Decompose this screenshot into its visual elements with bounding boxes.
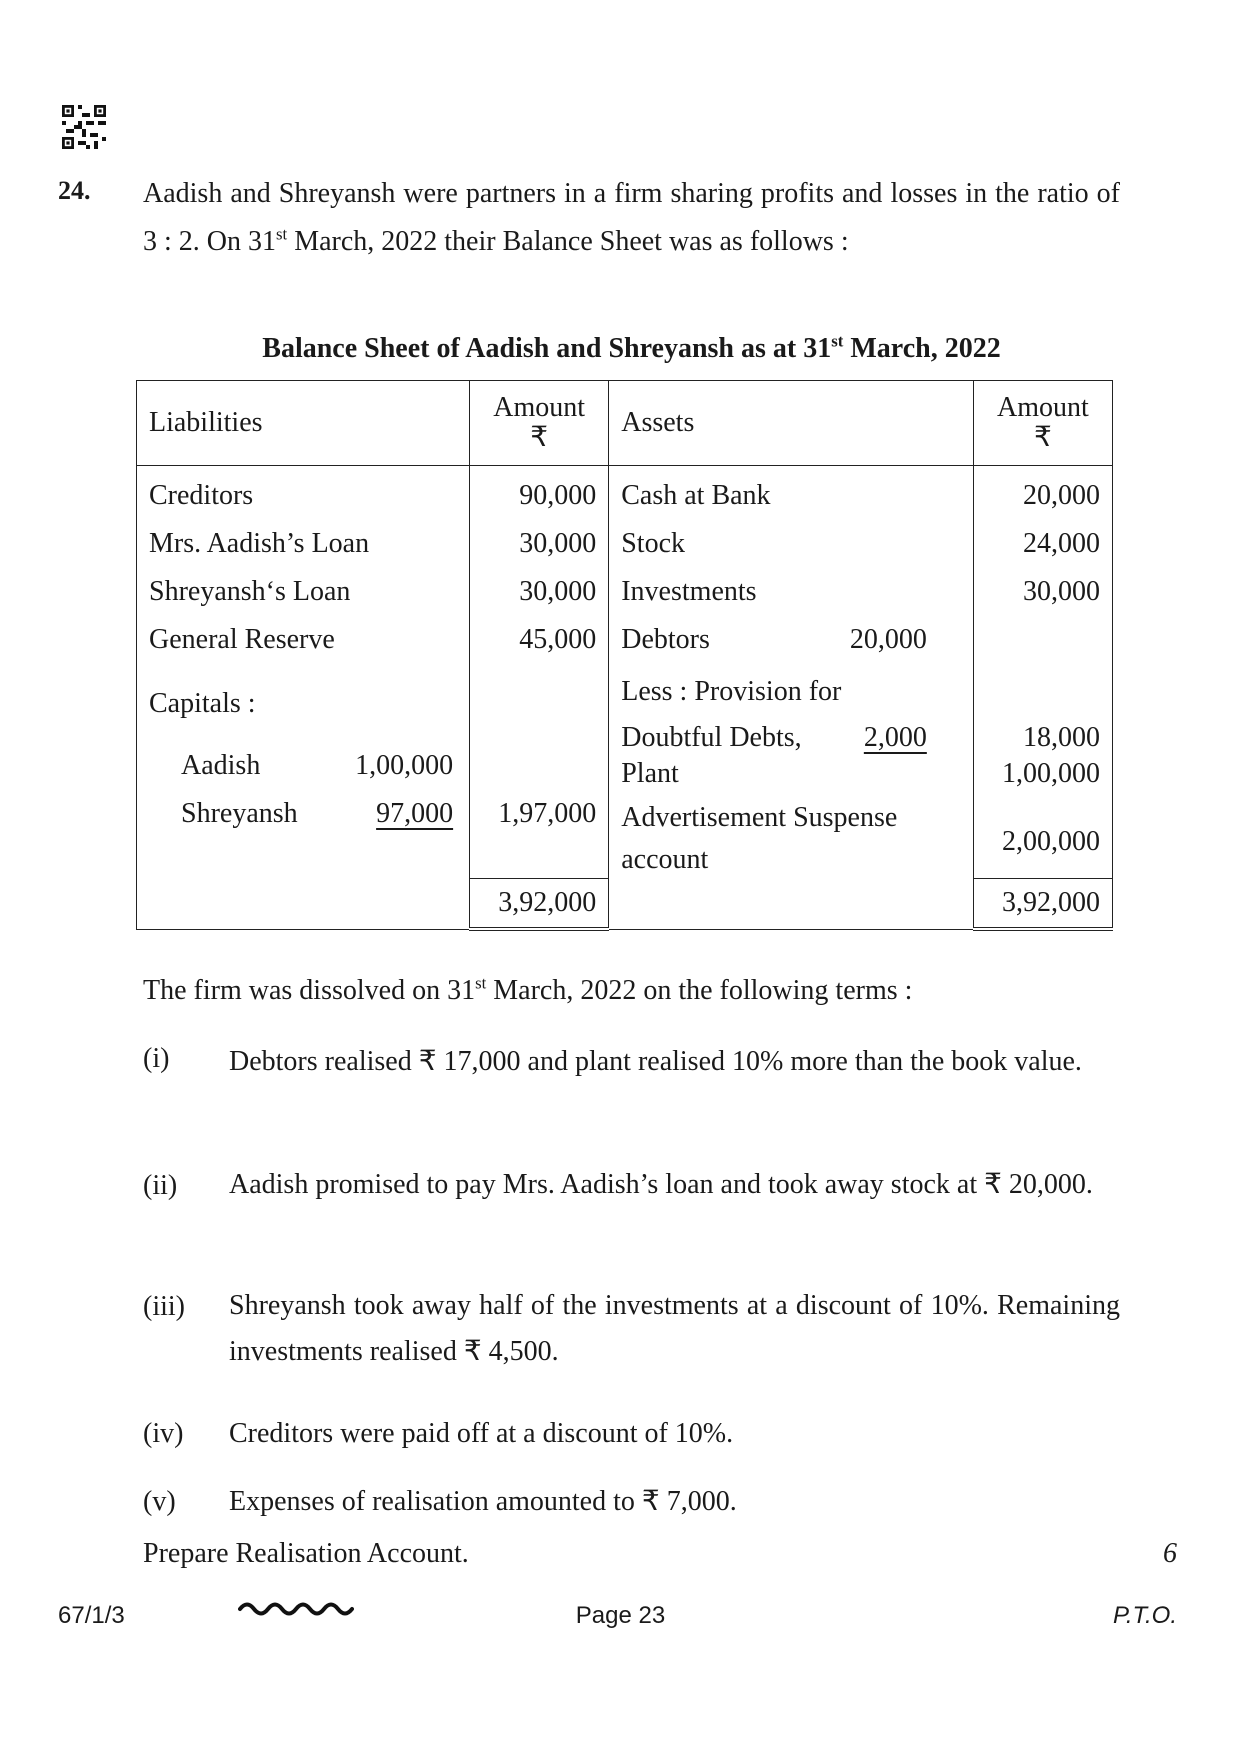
doubtful-debts-row: Doubtful Debts, 2,000 (621, 722, 927, 753)
page-number: Page 23 (575, 1602, 666, 1629)
qr-code (62, 105, 106, 149)
capital-aadish-row: Aadish 1,00,000 (181, 750, 454, 781)
total-assets: 3,92,000 (973, 879, 1112, 930)
liability-amount: 30,000 (519, 528, 597, 559)
less-provision-label: Less : Provision for (621, 676, 842, 707)
liability-label: Creditors (149, 480, 254, 511)
advertisement-label-1: Advertisement Suspense (621, 802, 898, 833)
liabilities-amount-cell (470, 466, 609, 879)
liability-amount: 90,000 (519, 480, 597, 511)
plant-label: Plant (621, 758, 679, 789)
instruction: Prepare Realisation Account. (143, 1538, 469, 1569)
term-text: Expenses of realisation amounted to ₹ 7,000. (229, 1486, 737, 1517)
marks: 6 (1163, 1538, 1177, 1569)
capitals-label: Capitals : (149, 688, 256, 719)
term-item (143, 1478, 1120, 1526)
term-label: (i) (143, 1043, 170, 1074)
liability-amount: 30,000 (519, 576, 597, 607)
term-item (143, 1283, 1120, 1375)
asset-label: Investments (621, 576, 757, 607)
pto-label: P.T.O. (1112, 1602, 1177, 1629)
capitals-total: 1,97,000 (498, 798, 597, 829)
advertisement-label-2: account (621, 844, 709, 875)
term-item (143, 1035, 1120, 1089)
assets-amount-cell (973, 466, 1112, 879)
advertisement-amount: 2,00,000 (1002, 826, 1100, 857)
liability-label: General Reserve (149, 624, 335, 655)
term-item (143, 1410, 1120, 1458)
header-liabilities: Liabilities (137, 381, 470, 466)
term-text: Creditors were paid off at a discount of 10%. (229, 1418, 734, 1449)
term-label: (iv) (143, 1418, 184, 1449)
asset-label: Cash at Bank (621, 480, 771, 511)
liabilities-cell (137, 466, 470, 879)
header-amount-assets: Amount ₹ (973, 381, 1112, 466)
liability-amount: 45,000 (519, 624, 597, 655)
term-item (143, 1162, 1120, 1210)
term-label: (iii) (143, 1291, 185, 1322)
question-number: 24. (58, 176, 91, 205)
term-text: Debtors realised ₹ 17,000 and plant realised 10% more than the book value. (229, 1046, 1082, 1077)
balance-sheet-title: Balance Sheet of Aadish and Shreyansh as at 31st March, 2022 (262, 331, 1001, 364)
balance-sheet-table (136, 380, 1113, 931)
debtors-row: Debtors 20,000 (621, 624, 927, 655)
capital-shreyansh-row: Shreyansh 97,000 (181, 798, 454, 829)
term-label: (v) (143, 1486, 176, 1517)
term-label: (ii) (143, 1170, 178, 1201)
asset-amount: 30,000 (1023, 576, 1100, 607)
asset-amount: 20,000 (1023, 480, 1100, 511)
assets-cell (609, 466, 974, 879)
asset-label: Stock (621, 528, 686, 559)
total-liabilities: 3,92,000 (470, 879, 609, 930)
plant-amount: 1,00,000 (1002, 758, 1100, 789)
terms-intro: The firm was dissolved on 31st March, 2022 on the following terms : (143, 973, 913, 1006)
liability-label: Mrs. Aadish’s Loan (149, 528, 370, 559)
header-amount-liabilities: Amount ₹ (470, 381, 609, 466)
liability-label: Shreyansh‘s Loan (149, 576, 351, 607)
header-assets: Assets (609, 381, 974, 466)
paper-code: 67/1/3 (58, 1602, 125, 1629)
debtors-net-amount: 18,000 (1023, 722, 1100, 753)
asset-amount: 24,000 (1023, 528, 1100, 559)
term-text: Shreyansh took away half of the investments at a discount of 10%. Remaining investments realised ₹ 4,500. (229, 1290, 1120, 1367)
question-text: Aadish and Shreyansh were partners in a firm sharing profits and losses in the ratio of 3 : 2. On 31st March, 2022 their Balance Sheet was as follows : (143, 178, 1120, 257)
term-text: Aadish promised to pay Mrs. Aadish’s loan and took away stock at ₹ 20,000. (229, 1169, 1093, 1200)
